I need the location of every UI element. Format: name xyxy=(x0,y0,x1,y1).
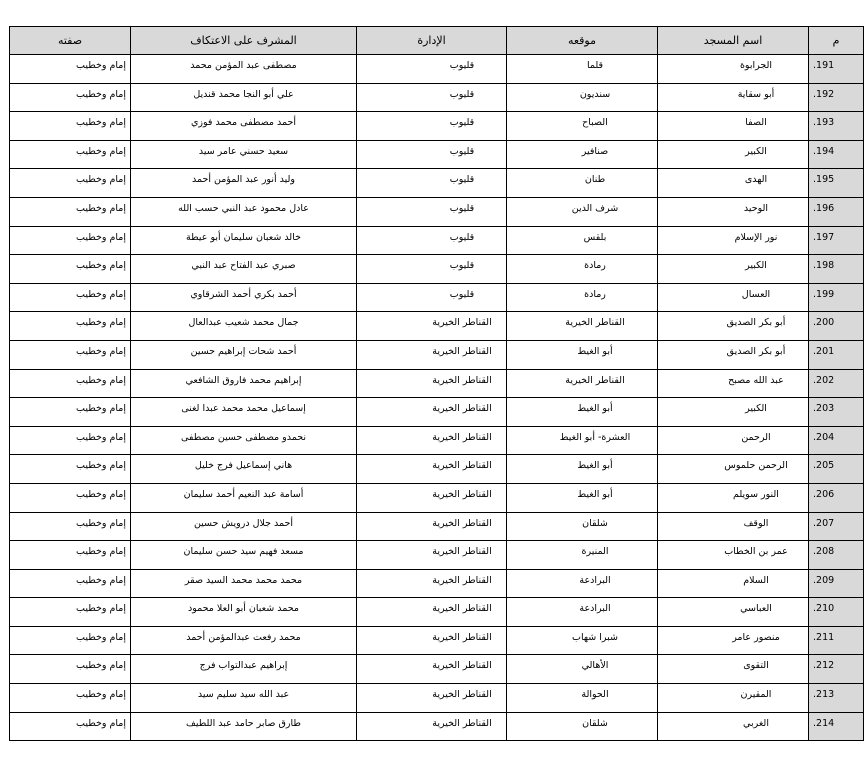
header-num: م xyxy=(809,27,864,55)
table-row xyxy=(10,455,864,484)
cell-num: .197 xyxy=(809,226,864,255)
cell-department: القناطر الخيرية xyxy=(357,598,507,627)
cell-department: قليوب xyxy=(357,226,507,255)
cell-role: إمام وخطيب xyxy=(10,112,131,141)
header-role: صفته xyxy=(10,27,131,55)
cell-num: .196 xyxy=(809,197,864,226)
cell-num: .202 xyxy=(809,369,864,398)
cell-num: .211 xyxy=(809,626,864,655)
table-row xyxy=(10,369,864,398)
cell-num: .198 xyxy=(809,255,864,284)
cell-supervisor: إبراهيم محمد فاروق الشافعي xyxy=(131,369,357,398)
cell-department: القناطر الخيرية xyxy=(357,398,507,427)
cell-num: .200 xyxy=(809,312,864,341)
cell-role: إمام وخطيب xyxy=(10,626,131,655)
table-row xyxy=(10,626,864,655)
cell-location: الصباح xyxy=(507,112,658,141)
cell-num: .204 xyxy=(809,426,864,455)
cell-supervisor: مصطفى عبد المؤمن محمد xyxy=(131,55,357,84)
table-row xyxy=(10,655,864,684)
cell-department: قليوب xyxy=(357,197,507,226)
cell-supervisor: أحمد جلال درويش حسين xyxy=(131,512,357,541)
table-row xyxy=(10,483,864,512)
table-row xyxy=(10,312,864,341)
cell-department: قليوب xyxy=(357,55,507,84)
cell-mosque-name: منصور عامر xyxy=(658,626,809,655)
cell-department: القناطر الخيرية xyxy=(357,455,507,484)
cell-location: رمادة xyxy=(507,255,658,284)
cell-supervisor: مسعد فهيم سيد حسن سليمان xyxy=(131,541,357,570)
cell-mosque-name: الرحمن حلموس xyxy=(658,455,809,484)
cell-num: .209 xyxy=(809,569,864,598)
cell-role: إمام وخطيب xyxy=(10,569,131,598)
cell-supervisor: سعيد حسني عامر سيد xyxy=(131,140,357,169)
cell-role: إمام وخطيب xyxy=(10,83,131,112)
cell-num: .207 xyxy=(809,512,864,541)
cell-supervisor: نحمدو مصطفى حسين مصطفى xyxy=(131,426,357,455)
cell-role: إمام وخطيب xyxy=(10,283,131,312)
cell-num: .201 xyxy=(809,340,864,369)
cell-department: قليوب xyxy=(357,169,507,198)
table-row xyxy=(10,55,864,84)
cell-department: القناطر الخيرية xyxy=(357,426,507,455)
cell-mosque-name: الكبير xyxy=(658,398,809,427)
cell-role: إمام وخطيب xyxy=(10,369,131,398)
cell-supervisor: أسامة عبد النعيم أحمد سليمان xyxy=(131,483,357,512)
cell-mosque-name: العباسي xyxy=(658,598,809,627)
mosque-table xyxy=(9,26,864,741)
cell-location: بلقس xyxy=(507,226,658,255)
cell-mosque-name: عبد الله مصبح xyxy=(658,369,809,398)
cell-supervisor: إبراهيم عبدالتواب فرج xyxy=(131,655,357,684)
cell-supervisor: صبري عبد الفتاح عبد النبي xyxy=(131,255,357,284)
cell-location: شرف الدين xyxy=(507,197,658,226)
header-department: الإدارة xyxy=(357,27,507,55)
cell-role: إمام وخطيب xyxy=(10,398,131,427)
cell-department: القناطر الخيرية xyxy=(357,684,507,713)
cell-location: البرادعة xyxy=(507,569,658,598)
cell-num: .194 xyxy=(809,140,864,169)
cell-mosque-name: أبو بكر الصديق xyxy=(658,312,809,341)
cell-supervisor: أحمد مصطفى محمد فوزي xyxy=(131,112,357,141)
cell-supervisor: هاني إسماعيل فرج خليل xyxy=(131,455,357,484)
cell-supervisor: خالد شعبان سليمان أبو عيطة xyxy=(131,226,357,255)
table-row xyxy=(10,569,864,598)
cell-location: شلقان xyxy=(507,512,658,541)
cell-role: إمام وخطيب xyxy=(10,512,131,541)
cell-mosque-name: التقوى xyxy=(658,655,809,684)
cell-location: سنديون xyxy=(507,83,658,112)
cell-num: .203 xyxy=(809,398,864,427)
cell-department: قليوب xyxy=(357,83,507,112)
cell-num: .205 xyxy=(809,455,864,484)
cell-department: القناطر الخيرية xyxy=(357,512,507,541)
table-row xyxy=(10,112,864,141)
cell-department: القناطر الخيرية xyxy=(357,541,507,570)
table-row xyxy=(10,541,864,570)
cell-mosque-name: الوقف xyxy=(658,512,809,541)
cell-role: إمام وخطيب xyxy=(10,169,131,198)
cell-mosque-name: الصفا xyxy=(658,112,809,141)
cell-mosque-name: الجرابوة xyxy=(658,55,809,84)
table-row xyxy=(10,169,864,198)
cell-department: القناطر الخيرية xyxy=(357,340,507,369)
cell-num: .199 xyxy=(809,283,864,312)
cell-mosque-name: المقيرن xyxy=(658,684,809,713)
cell-mosque-name: عمر بن الخطاب xyxy=(658,541,809,570)
cell-role: إمام وخطيب xyxy=(10,255,131,284)
cell-location: الأهالي xyxy=(507,655,658,684)
cell-mosque-name: أبو سقاية xyxy=(658,83,809,112)
cell-location: أبو الغيط xyxy=(507,455,658,484)
cell-location: القناطر الخيرية xyxy=(507,312,658,341)
cell-department: القناطر الخيرية xyxy=(357,483,507,512)
cell-department: القناطر الخيرية xyxy=(357,312,507,341)
table-row xyxy=(10,426,864,455)
cell-role: إمام وخطيب xyxy=(10,655,131,684)
cell-supervisor: عبد الله سيد سليم سيد xyxy=(131,684,357,713)
cell-role: إمام وخطيب xyxy=(10,426,131,455)
header-location: موقعه xyxy=(507,27,658,55)
cell-mosque-name: الوحيد xyxy=(658,197,809,226)
table-row xyxy=(10,140,864,169)
cell-num: .212 xyxy=(809,655,864,684)
cell-num: .206 xyxy=(809,483,864,512)
cell-location: أبو الغيط xyxy=(507,340,658,369)
header-mosque-name: اسم المسجد xyxy=(658,27,809,55)
cell-num: .210 xyxy=(809,598,864,627)
cell-location: العشرة- أبو الغيط xyxy=(507,426,658,455)
cell-supervisor: إسماعيل محمد محمد عبدا لغنى xyxy=(131,398,357,427)
table-row xyxy=(10,712,864,741)
table-row xyxy=(10,340,864,369)
cell-mosque-name: الغربي xyxy=(658,712,809,741)
cell-supervisor: جمال محمد شعيب عبدالعال xyxy=(131,312,357,341)
cell-mosque-name: العسال xyxy=(658,283,809,312)
cell-num: .213 xyxy=(809,684,864,713)
cell-role: إمام وخطيب xyxy=(10,197,131,226)
cell-department: القناطر الخيرية xyxy=(357,712,507,741)
cell-location: البرادعة xyxy=(507,598,658,627)
cell-role: إمام وخطيب xyxy=(10,455,131,484)
cell-role: إمام وخطيب xyxy=(10,684,131,713)
table-row xyxy=(10,83,864,112)
cell-location: القناطر الخيرية xyxy=(507,369,658,398)
table-header xyxy=(10,27,864,55)
cell-supervisor: وليد أنور عبد المؤمن أحمد xyxy=(131,169,357,198)
table-row xyxy=(10,398,864,427)
cell-department: قليوب xyxy=(357,140,507,169)
cell-role: إمام وخطيب xyxy=(10,226,131,255)
cell-supervisor: عادل محمود عبد النبي حسب الله xyxy=(131,197,357,226)
cell-location: قلما xyxy=(507,55,658,84)
header-supervisor: المشرف على الاعتكاف xyxy=(131,27,357,55)
table-row xyxy=(10,598,864,627)
table-row xyxy=(10,512,864,541)
cell-num: .208 xyxy=(809,541,864,570)
cell-role: إمام وخطيب xyxy=(10,312,131,341)
table-row xyxy=(10,255,864,284)
cell-department: القناطر الخيرية xyxy=(357,369,507,398)
cell-role: إمام وخطيب xyxy=(10,541,131,570)
cell-num: .214 xyxy=(809,712,864,741)
cell-mosque-name: نور الإسلام xyxy=(658,226,809,255)
cell-role: إمام وخطيب xyxy=(10,140,131,169)
cell-mosque-name: أبو بكر الصديق xyxy=(658,340,809,369)
cell-department: قليوب xyxy=(357,112,507,141)
cell-supervisor: طارق صابر حامد عبد اللطيف xyxy=(131,712,357,741)
cell-mosque-name: الكبير xyxy=(658,255,809,284)
cell-role: إمام وخطيب xyxy=(10,598,131,627)
cell-role: إمام وخطيب xyxy=(10,712,131,741)
table-row xyxy=(10,197,864,226)
cell-location: أبو الغيط xyxy=(507,483,658,512)
cell-department: قليوب xyxy=(357,283,507,312)
cell-supervisor: محمد رفعت عبدالمؤمن أحمد xyxy=(131,626,357,655)
cell-department: قليوب xyxy=(357,255,507,284)
mosque-supervisors-sheet xyxy=(9,26,840,741)
cell-supervisor: محمد محمد محمد السيد صقر xyxy=(131,569,357,598)
table-row xyxy=(10,684,864,713)
cell-mosque-name: الكبير xyxy=(658,140,809,169)
cell-role: إمام وخطيب xyxy=(10,340,131,369)
cell-location: طنان xyxy=(507,169,658,198)
cell-location: صنافير xyxy=(507,140,658,169)
cell-supervisor: محمد شعبان أبو العلا محمود xyxy=(131,598,357,627)
cell-supervisor: علي أبو النجا محمد قنديل xyxy=(131,83,357,112)
cell-num: .192 xyxy=(809,83,864,112)
table-row xyxy=(10,283,864,312)
cell-location: شبرا شهاب xyxy=(507,626,658,655)
cell-mosque-name: الرحمن xyxy=(658,426,809,455)
cell-mosque-name: الهدى xyxy=(658,169,809,198)
cell-department: القناطر الخيرية xyxy=(357,626,507,655)
cell-role: إمام وخطيب xyxy=(10,483,131,512)
cell-department: القناطر الخيرية xyxy=(357,569,507,598)
cell-location: أبو الغيط xyxy=(507,398,658,427)
cell-location: الحوالة xyxy=(507,684,658,713)
cell-num: .193 xyxy=(809,112,864,141)
cell-num: .195 xyxy=(809,169,864,198)
header-row xyxy=(10,27,864,55)
cell-location: شلقان xyxy=(507,712,658,741)
cell-role: إمام وخطيب xyxy=(10,55,131,84)
cell-num: .191 xyxy=(809,55,864,84)
cell-supervisor: أحمد بكري أحمد الشرقاوي xyxy=(131,283,357,312)
cell-supervisor: أحمد شحات إبراهيم حسين xyxy=(131,340,357,369)
cell-location: المنيرة xyxy=(507,541,658,570)
cell-mosque-name: النور سويلم xyxy=(658,483,809,512)
cell-mosque-name: السلام xyxy=(658,569,809,598)
table-row xyxy=(10,226,864,255)
cell-location: رمادة xyxy=(507,283,658,312)
table-body xyxy=(10,55,864,741)
cell-department: القناطر الخيرية xyxy=(357,655,507,684)
